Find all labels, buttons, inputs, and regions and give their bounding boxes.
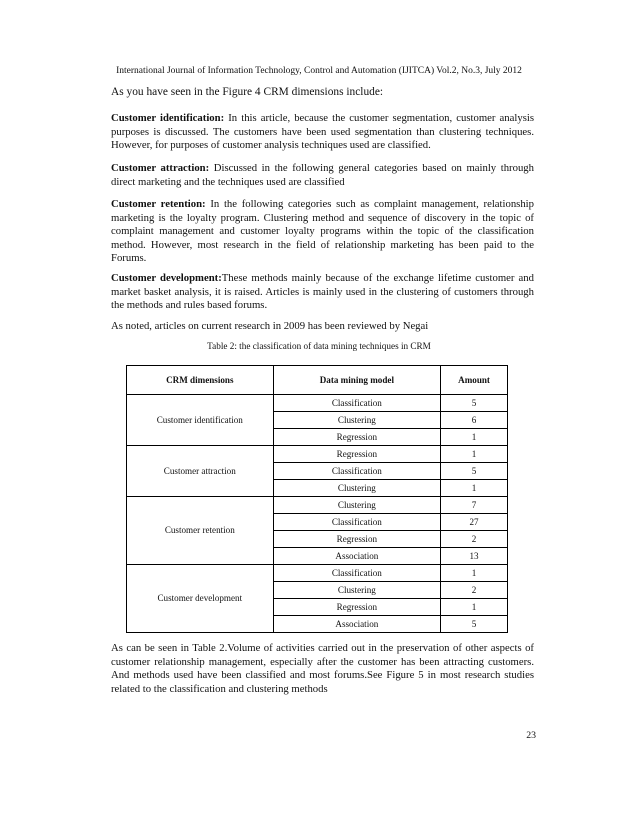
table-caption: Table 2: the classification of data mining techniques in CRM (207, 341, 431, 351)
table-row (127, 446, 508, 463)
model-cell: Regression (273, 429, 441, 446)
dimension-customer-development: Customer development (127, 565, 274, 633)
model-cell: Clustering (273, 412, 441, 429)
model-cell: Clustering (273, 480, 441, 497)
dimension-customer-identification: Customer identification (127, 395, 274, 446)
text-customer-identification: In this article, because the customer segmentation, customer analysis purposes is discussed. The customers have been used segmentation than clustering techniques. However, for purposes of customer analysis techniques used are classified. (111, 112, 534, 152)
amount-cell: 1 (441, 429, 508, 446)
model-cell: Association (273, 548, 441, 565)
table-header-row (127, 366, 508, 395)
model-cell: Regression (273, 446, 441, 463)
text-customer-retention: In the following categories such as complaint management, relationship marketing is the loyalty program. Clustering method and sequence of discovery in the topic of complaint management and customer loyalty programs within the topic of the classification method. However, most research in the field of relationship marketing has been paid to the Forums. (111, 198, 534, 265)
model-cell: Clustering (273, 582, 441, 599)
term-customer-attraction: Customer attraction: (111, 162, 210, 174)
intro-paragraph: As you have seen in the Figure 4 CRM dimensions include: (111, 86, 384, 98)
text-customer-development: These methods mainly because of the exchange lifetime customer and market basket analysis, it is raised. Articles is mainly used in the clustering of customers through the methods and rules based forums. (111, 272, 534, 312)
model-cell: Classification (273, 565, 441, 582)
crm-table (126, 365, 508, 633)
paragraph-customer-identification (111, 112, 534, 153)
table-row (127, 497, 508, 514)
model-cell: Classification (273, 514, 441, 531)
table-row (127, 565, 508, 582)
model-cell: Regression (273, 531, 441, 548)
term-customer-development: Customer development: (111, 272, 222, 284)
amount-cell: 1 (441, 565, 508, 582)
paragraph-customer-attraction (111, 162, 534, 189)
model-cell: Classification (273, 463, 441, 480)
amount-cell: 2 (441, 582, 508, 599)
model-cell: Classification (273, 395, 441, 412)
text-customer-attraction: Discussed in the following general categories based on mainly through direct marketing and the techniques used are classified (111, 162, 534, 188)
model-cell: Clustering (273, 497, 441, 514)
amount-cell: 13 (441, 548, 508, 565)
amount-cell: 1 (441, 446, 508, 463)
page-number: 23 (526, 730, 536, 741)
amount-cell: 7 (441, 497, 508, 514)
header-amount: Amount (441, 366, 508, 395)
paragraph-customer-retention (111, 198, 534, 266)
model-cell: Association (273, 616, 441, 633)
header-data-mining-model: Data mining model (273, 366, 441, 395)
amount-cell: 27 (441, 514, 508, 531)
amount-cell: 5 (441, 395, 508, 412)
amount-cell: 1 (441, 599, 508, 616)
running-header: International Journal of Information Technology, Control and Automation (IJITCA) Vol.2, No.3, July 2012 (116, 66, 522, 76)
header-crm-dimensions: CRM dimensions (127, 366, 274, 395)
dimension-customer-retention: Customer retention (127, 497, 274, 565)
amount-cell: 6 (441, 412, 508, 429)
paragraph-noted: As noted, articles on current research in 2009 has been reviewed by Negai (111, 320, 429, 332)
model-cell: Regression (273, 599, 441, 616)
amount-cell: 1 (441, 480, 508, 497)
amount-cell: 5 (441, 616, 508, 633)
paragraph-closing: As can be seen in Table 2.Volume of activities carried out in the preservation of other aspects of customer relationship management, especially after the customer has been attracting customers. And methods used have been classified and most forums.See Figure 5 in most research studies related to the classification and clustering methods (111, 642, 534, 695)
term-customer-identification: Customer identification: (111, 112, 225, 124)
table-row (127, 395, 508, 412)
paragraph-customer-development (111, 272, 534, 313)
term-customer-retention: Customer retention: (111, 198, 206, 210)
dimension-customer-attraction: Customer attraction (127, 446, 274, 497)
amount-cell: 2 (441, 531, 508, 548)
amount-cell: 5 (441, 463, 508, 480)
